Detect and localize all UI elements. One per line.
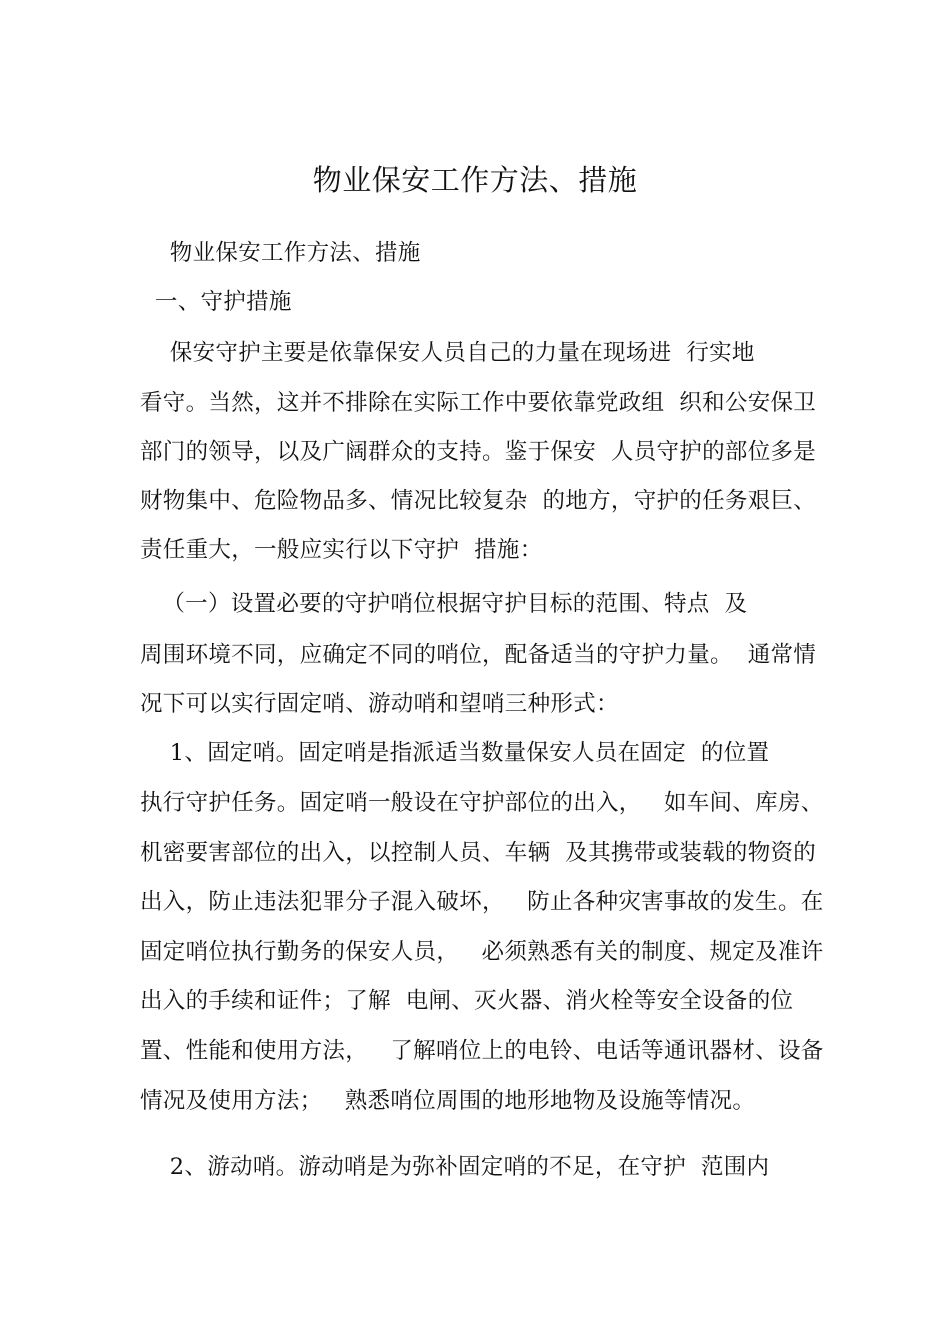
body-line: 固定哨位执行勤务的保安人员， 必须熟悉有关的制度、规定及准许 — [140, 939, 824, 965]
body-line: 出入的手续和证件；了解 电闸、灭火器、消火栓等安全设备的位 — [140, 988, 794, 1014]
body-line: 责任重大，一般应实行以下守护 措施： — [140, 537, 543, 563]
body-line: 看守。当然，这并不排除在实际工作中要依靠党政组 织和公安保卫 — [140, 390, 817, 416]
body-line: 机密要害部位的出入，以控制人员、车辆 及其携带或装载的物资的 — [140, 840, 817, 866]
document-title: 物业保安工作方法、措施 — [312, 163, 638, 197]
body-line: 2、游动哨。游动哨是为弥补固定哨的不足，在守护 范围内 — [140, 1154, 770, 1180]
body-line: 财物集中、危险物品多、情况比较复杂 的地方，守护的任务艰巨、 — [140, 488, 817, 514]
body-line: （一）设置必要的守护哨位根据守护目标的范围、特点 及 — [140, 591, 748, 617]
body-line: 执行守护任务。固定哨一般设在守护部位的出入， 如车间、库房、 — [140, 790, 824, 816]
body-line: 1、固定哨。固定哨是指派适当数量保安人员在固定 的位置 — [140, 740, 770, 766]
body-line: 情况及使用方法； 熟悉哨位周围的地形地物及设施等情况。 — [140, 1088, 756, 1114]
body-line: 出入，防止违法犯罪分子混入破坏， 防止各种灾害事故的发生。在 — [140, 889, 824, 915]
body-line: 保安守护主要是依靠保安人员自己的力量在现场进 行实地 — [140, 340, 755, 366]
body-line: 置、性能和使用方法， 了解哨位上的电铃、电话等通讯器材、设备 — [140, 1038, 824, 1064]
subtitle-line: 物业保安工作方法、措施 — [140, 240, 421, 266]
body-line: 周围环境不同，应确定不同的哨位，配备适当的守护力量。 通常情 — [140, 642, 817, 668]
body-line: 部门的领导，以及广阔群众的支持。鉴于保安 人员守护的部位多是 — [140, 439, 817, 465]
section-heading: 一、守护措施 — [140, 289, 292, 315]
body-line: 况下可以实行固定哨、游动哨和望哨三种形式： — [140, 691, 619, 717]
